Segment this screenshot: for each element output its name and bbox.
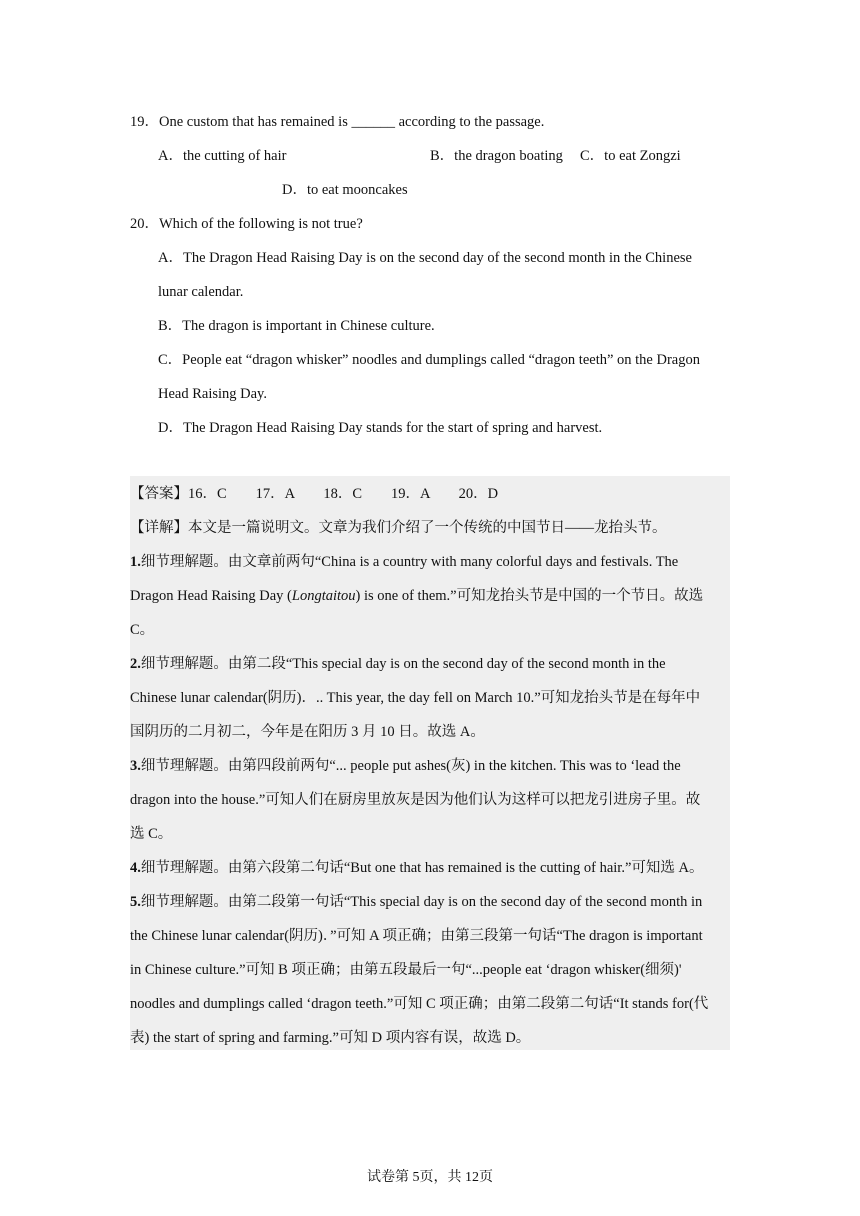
explanation-2-line3: 国阴历的二月初二，今年是在阳历 3 月 10 日。故选 A。 bbox=[130, 724, 485, 740]
q20-option-b: B．The dragon is important in Chinese culture. bbox=[158, 318, 435, 334]
explanation-5-line2: the Chinese lunar calendar(阴历)．”可知 A 项正确；由第三段第一句话“The dragon is important bbox=[130, 928, 703, 944]
explanation-5-line1: 5.细节理解题。由第二段第一句话“This special day is on the second day of the second month in bbox=[130, 894, 703, 910]
q20-option-d: D．The Dragon Head Raising Day stands for the start of spring and harvest. bbox=[158, 420, 603, 436]
explanation-5-number: 5. bbox=[130, 894, 141, 910]
answer-key: 【答案】16．C 17．A 18．C 19．A 20．D bbox=[130, 486, 499, 502]
q19-stem: 19．One custom that has remained is ______ according to the passage. bbox=[130, 114, 545, 130]
explanation-5-line4: noodles and dumplings called ‘dragon teeth.”可知 C 项正确；由第二段第二句话“It stands for(代 bbox=[130, 996, 709, 1012]
q19-option-d: D．to eat mooncakes bbox=[282, 182, 408, 198]
q20-option-a-line1: A．The Dragon Head Raising Day is on the second day of the second month in the Chinese bbox=[158, 250, 692, 266]
q20-option-a-line2: lunar calendar. bbox=[158, 284, 244, 300]
explanation-2-number: 2. bbox=[130, 656, 141, 672]
q20-stem: 20．Which of the following is not true? bbox=[130, 216, 363, 232]
explanation-3-line2: dragon into the house.”可知人们在厨房里放灰是因为他们认为这样可以把龙引进房子里。故 bbox=[130, 792, 701, 808]
q20-option-c-line2: Head Raising Day. bbox=[158, 386, 267, 402]
q19-option-a: A．the cutting of hair bbox=[158, 148, 287, 164]
q19-option-b: B．the dragon boating bbox=[430, 148, 563, 164]
explanation-4-line1: 4.细节理解题。由第六段第二句话“But one that has remained is the cutting of hair.”可知选 A。 bbox=[130, 860, 704, 876]
explanation-3-line3: 选 C。 bbox=[130, 826, 173, 842]
explanation-5-line3: in Chinese culture.”可知 B 项正确；由第五段最后一句“...people eat ‘dragon whisker(细须)' bbox=[130, 962, 682, 978]
explanation-1-line3: C。 bbox=[130, 622, 155, 638]
q20-option-c-line1: C．People eat “dragon whisker” noodles and dumplings called “dragon teeth” on the Dragon bbox=[158, 352, 700, 368]
explanation-3-line1: 3.细节理解题。由第四段前两句“... people put ashes(灰) in the kitchen. This was to ‘lead the bbox=[130, 758, 681, 774]
explanation-1-line2: Dragon Head Raising Day (Longtaitou) is one of them.”可知龙抬头节是中国的一个节日。故选 bbox=[130, 588, 704, 604]
explanation-2-line2: Chinese lunar calendar(阴历)．.. This year, the day fell on March 10.”可知龙抬头节是在每年中 bbox=[130, 690, 701, 706]
page-footer: 试卷第 5页，共 12页 bbox=[367, 1170, 493, 1185]
explanation-4-number: 4. bbox=[130, 860, 141, 876]
explanation-5-line5: 表) the start of spring and farming.”可知 D 项内容有误，故选 D。 bbox=[130, 1030, 531, 1046]
answer-detail: 【详解】本文是一篇说明文。文章为我们介绍了一个传统的中国节日——龙抬头节。 bbox=[130, 520, 667, 536]
q19-option-c: C．to eat Zongzi bbox=[580, 148, 681, 164]
explanation-3-number: 3. bbox=[130, 758, 141, 774]
explanation-1-number: 1. bbox=[130, 554, 141, 570]
explanation-2-line1: 2.细节理解题。由第二段“This special day is on the second day of the second month in the bbox=[130, 656, 666, 672]
explanation-1-line1: 1.细节理解题。由文章前两句“China is a country with many colorful days and festivals. The bbox=[130, 554, 679, 570]
